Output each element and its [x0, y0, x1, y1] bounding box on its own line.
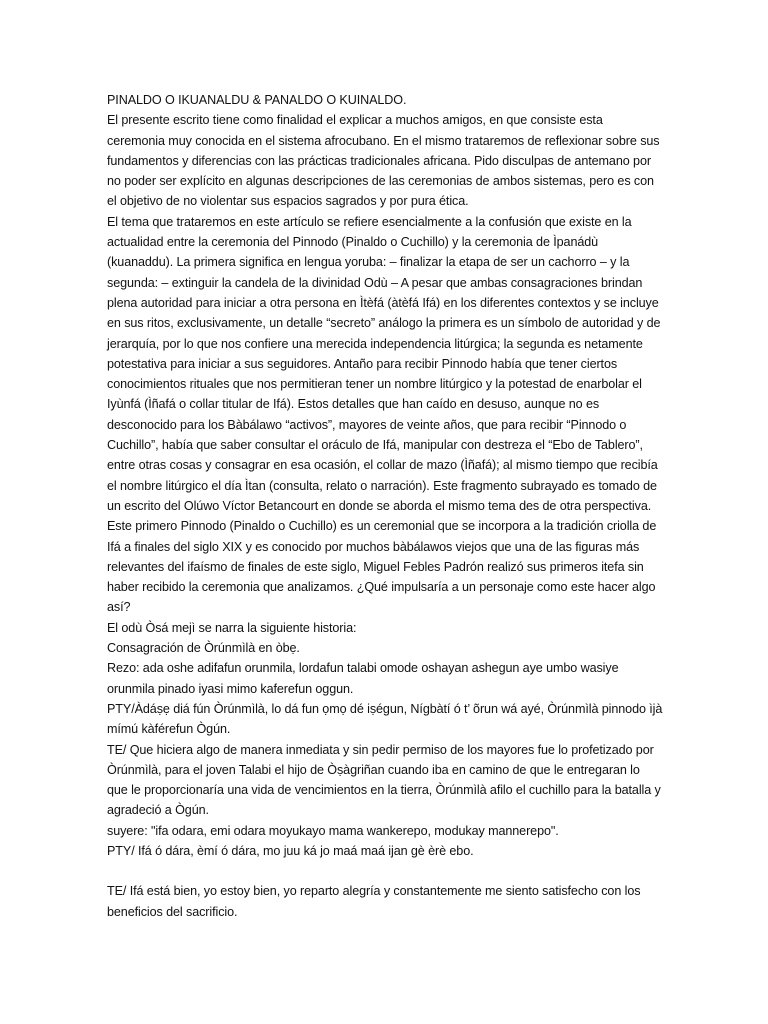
document-body [107, 90, 663, 922]
paragraph-topic: El tema que trataremos en este artículo se refiere esencialmente a la confusión que existe en la actualidad entre la ceremonia del Pinnodo (Pinaldo o Cuchillo) y la ceremonia de Ìpanádù (kuanaddu). La primera significa en lengua yoruba: – finalizar la etapa de ser un cachorro – y la segunda: – extinguir la candela de la divinidad Odù – A pesar que ambas consagraciones brindan plena autoridad para iniciar a otra persona en Ìtèfá (àtèfá Ifá) en los diferentes contextos y se incluye en sus ritos, exclusivamente, un detalle “secreto” análogo la primera es un símbolo de autoridad y de jerarquía, por lo que nos confiere una merecida independencia litúrgica; la segunda es netamente potestativa para iniciar a sus seguidores. Antaño para recibir Pinnodo había que tener ciertos conocimientos rituales que nos permitieran tener un nombre litúrgico y la potestad de enarbolar el Iyùnfá (Ìñafá o collar titular de Ifá). Estos detalles que han caído en desuso, aunque no es desconocido para los Bàbálawo “activos”, mayores de veinte años, que para recibir “Pinnodo o Cuchillo”, había que saber consultar el oráculo de Ifá, manipular con destreza el “Ebo de Tablero”, entre otras cosas y consagrar en esa ocasión, el collar de mazo (Ìñafá); al mismo tiempo que recibía el nombre litúrgico el día Ìtan (consulta, relato o narración). Este fragmento subrayado es tomado de un escrito del Olúwo Víctor Betancourt en donde se aborda el mismo tema des de otra perspectiva. [107, 214, 661, 513]
document-title: PINALDO O IKUANALDU & PANALDO O KUINALDO. [107, 93, 407, 107]
paragraph-spacer [107, 861, 663, 881]
paragraph-consecration: Consagración de Òrúnmìlà en òbẹ. [107, 641, 300, 656]
paragraph-intro: El presente escrito tiene como finalidad el explicar a muchos amigos, en que consiste esta ceremonia muy conocida en el sistema afrocubano. En el mismo trataremos de reflexionar sobre sus fundamentos y diferencias con las prácticas tradicionales africana. Pido disculpas de antemano por no poder ser explícito en algunas descripciones de las ceremonias de ambos sistemas, pero es con el objetivo de no violentar sus espacios sagrados y por pura ética. [107, 113, 660, 209]
paragraph-pinnodo-history: Este primero Pinnodo (Pinaldo o Cuchillo) es un ceremonial que se incorpora a la tradición criolla de Ifá a finales del siglo XIX y es conocido por muchos bàbálawos viejos que una de las figuras más relevantes del ifaísmo de finales de este siglo, Miguel Febles Padrón realizó sus primeros itefa sin haber recibido la ceremonia que analizamos. ¿Qué impulsaría a un personaje como este hacer algo así? [107, 519, 657, 615]
paragraph-rezo: Rezo: ada oshe adifafun orunmila, lordafun talabi omode oshayan ashegun aye umbo wasiye orunmila pinado iyasi mimo kaferefun oggun. [107, 661, 619, 696]
paragraph-te-translation: TE/ Que hiciera algo de manera inmediata y sin pedir permiso de los mayores fue lo profetizado por Òrúnmìlà, para el joven Talabi el hijo de Òṣàgriñan cuando iba en camino de que le entregaran lo que le proporcionaría una vida de vencimientos en la tierra, Òrúnmìlà afilo el cuchillo para la batalla y agradeció a Ògún. [107, 742, 661, 818]
paragraph-pty-suyere: PTY/ Ifá ó dára, èmí ó dára, mo juu ká jo maá maá ijan gè èrè ebo. [107, 843, 474, 858]
paragraph-pty-rezo: PTY/Àdáṣẹ diá fún Òrúnmìlà, lo dá fun ọmọ dé iṣégun, Nígbàtí ó t’ õrun wá ayé, Òrúnmìlà pinnodo ìjà mímú kàférefun Ògún. [107, 701, 663, 737]
paragraph-suyere: suyere: "ifa odara, emi odara moyukayo mama wankerepo, modukay mannerepo". [107, 823, 559, 838]
paragraph-odu-intro: El odù Òsá mejì se narra la siguiente historia: [107, 620, 357, 635]
paragraph-te-suyere: TE/ Ifá está bien, yo estoy bien, yo reparto alegría y constantemente me siento satisfecho con los beneficios del sacrificio. [107, 884, 641, 919]
